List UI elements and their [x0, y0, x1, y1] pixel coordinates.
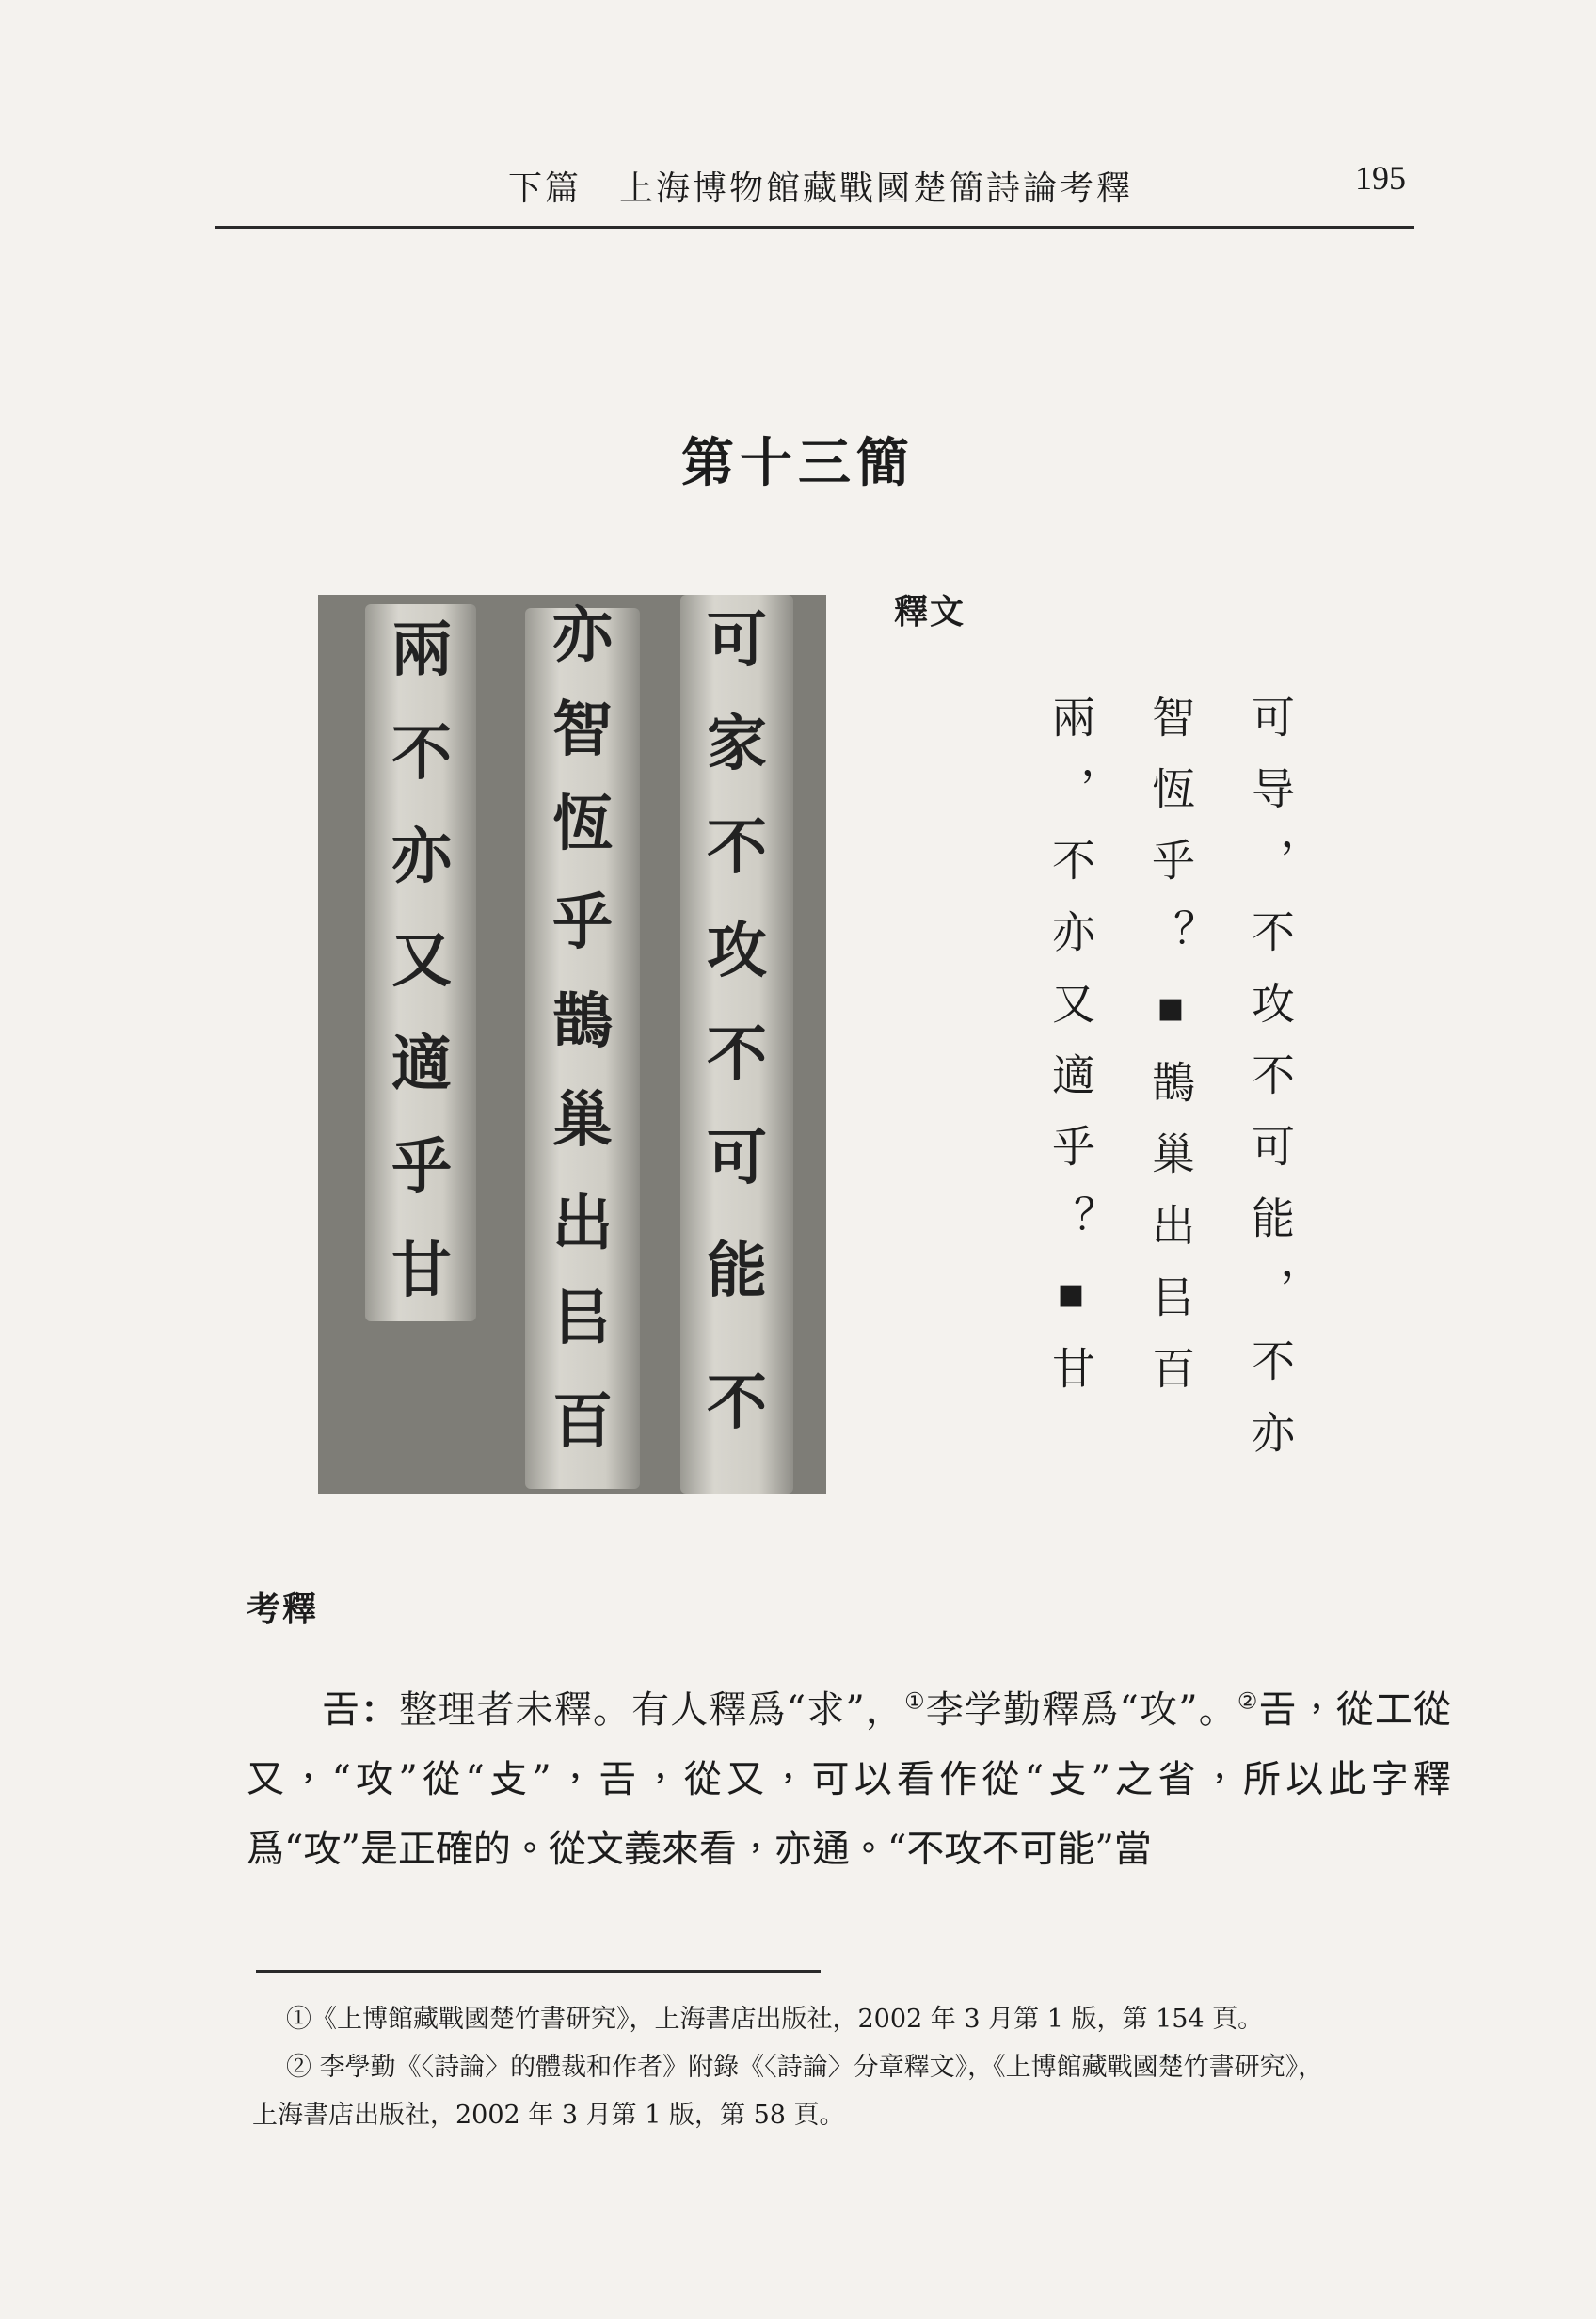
strip-glyph: 不: [391, 718, 452, 789]
commentary-paragraph: [247, 1675, 1451, 1884]
footnotes: [252, 1995, 1457, 2139]
strip-glyph: 甘: [391, 1236, 452, 1306]
strip-glyph: 鵲: [552, 986, 613, 1057]
header-rule: [215, 226, 1414, 229]
bamboo-strips-image: [318, 595, 826, 1494]
strip-glyph: 不: [707, 1367, 767, 1438]
footnote-rule: [256, 1970, 821, 1973]
strip-glyph: 㠯: [552, 1283, 613, 1353]
strip-glyph: 攻: [707, 916, 767, 986]
commentary-text-b: 李学勤釋爲“攻”。: [925, 1688, 1237, 1732]
header-part: 下篇: [508, 169, 583, 208]
commentary-text-a: 整理者未釋。有人釋爲“求”，: [399, 1688, 905, 1732]
footnote-ref-2: ②: [1237, 1687, 1259, 1715]
bamboo-strips-photo: [318, 595, 826, 1494]
strip-glyph: 不: [707, 812, 767, 883]
transcription-column-3: 兩，不亦又適乎？▪甘: [1045, 695, 1096, 1417]
chapter-title: 第十三簡: [681, 433, 915, 494]
strip-glyph: 出: [552, 1189, 613, 1259]
strip-glyph: 家: [707, 709, 767, 779]
strip-glyph: 可: [707, 1123, 767, 1193]
footnote-2-line-2: 上海書店出版社，2002 年 3 月第 1 版，第 58 頁。: [252, 2101, 845, 2130]
transcription-column-2: 智恆乎？▪鵲巢出㠯百: [1145, 695, 1196, 1417]
commentary-term: 𢀛: [322, 1688, 361, 1732]
strip-glyph: 乎: [552, 888, 613, 958]
strip-glyph: 適: [391, 1029, 452, 1099]
strip-glyph: 亦: [391, 822, 452, 892]
commentary-heading: 考釋: [247, 1591, 319, 1629]
transcription-column-1: 可导，不攻不可能，不亦: [1245, 695, 1296, 1481]
running-header: [508, 162, 1133, 210]
transcription-heading: 釋文: [894, 593, 966, 632]
footnote-2-line-1: ② 李學勤《〈詩論〉的體裁和作者》附錄《〈詩論〉分章釋文》，《上博館藏戰國楚竹書研究》，: [286, 2053, 1324, 2082]
strip-glyph: 巢: [552, 1085, 613, 1156]
strip-glyph: 又: [391, 925, 452, 996]
strip-glyph: 可: [707, 605, 767, 676]
strip-glyph: 能: [707, 1236, 767, 1306]
strip-glyph: 百: [552, 1386, 613, 1457]
footnote-ref-1: ①: [904, 1687, 926, 1715]
page-number: 195: [1355, 159, 1406, 197]
strip-glyph: 乎: [391, 1132, 452, 1203]
strip-glyph: 智: [552, 695, 613, 765]
header-book-title: 上海博物館藏戰國楚簡詩論考釋: [619, 169, 1134, 208]
commentary-text-c: 𢀛，從工從又，“攻”從“攴”，𢀛，從又，可以看作從“攴”之省，所以此字釋爲“攻”是正確的。從文義來看，亦通。“不攻不可能”當: [247, 1688, 1452, 1871]
commentary-term-colon: ：: [360, 1687, 400, 1732]
strip-glyph: 亦: [552, 600, 613, 671]
strip-glyph: 兩: [391, 615, 452, 685]
strip-glyph: 恆: [552, 789, 613, 859]
footnote-1: ①《上博館藏戰國楚竹書研究》，上海書店出版社，2002 年 3 月第 1 版，第 154 頁。: [286, 2005, 1264, 2034]
strip-glyph: 不: [707, 1019, 767, 1090]
